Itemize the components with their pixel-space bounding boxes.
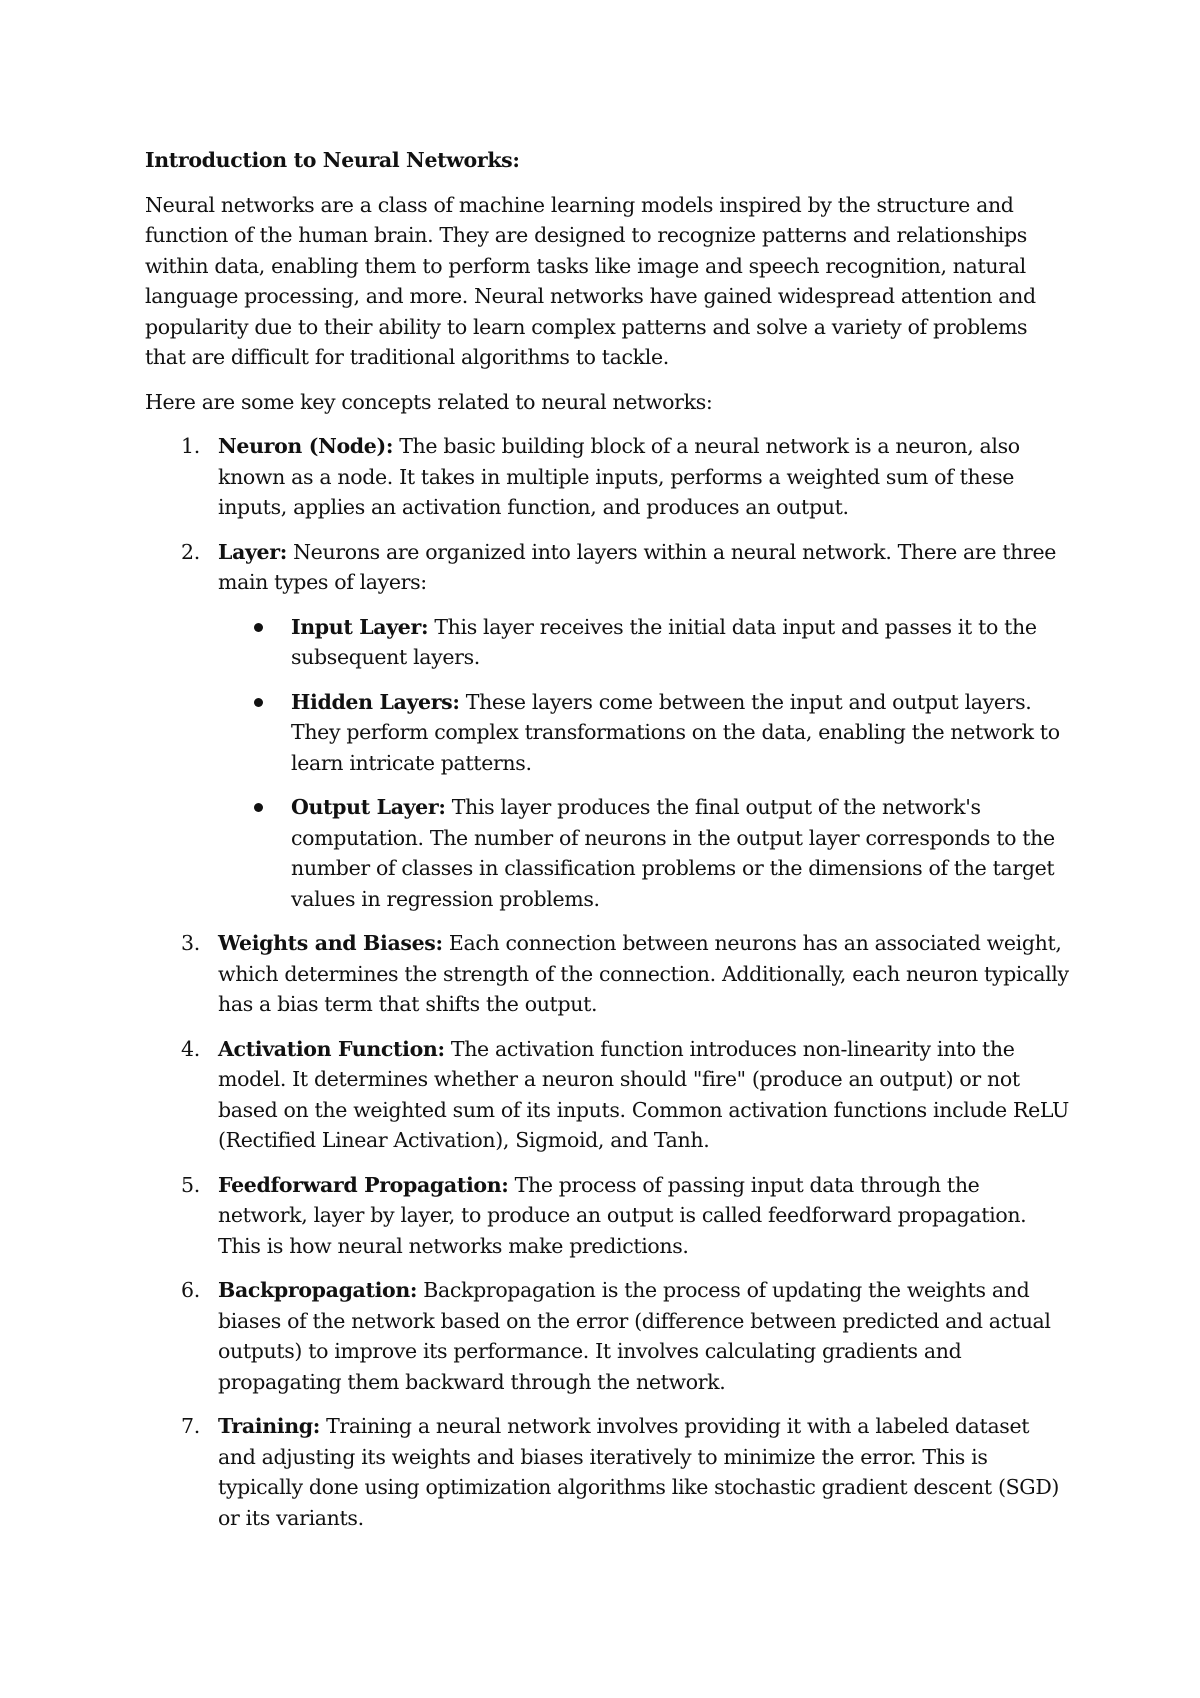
list-item [145,928,1070,1020]
list-item [145,1275,1070,1397]
sub-list-item [218,792,1070,914]
concept-description: The activation function introduces non-linearity into the model. It determines whether a neuron should "fire" (produce an output) or not based on the weighted sum of its inputs. Common activation functions include ReLU (Rectified Linear Activation), Sigmoid, and Tanh. [218,1036,1069,1152]
concept-term: Feedforward Propagation: [218,1172,509,1197]
concept-term: Weights and Biases: [218,931,443,955]
concept-description: Each connection between neurons has an associated weight, which determines the strength of the connection. Additionally, each neuron typically has a bias term that shifts the output. [218,931,1069,1016]
concept-term: Layer: [218,539,287,564]
concept-description: The basic building block of a neural network is a neuron, also known as a node. It takes in multiple inputs, performs a weighted sum of these inputs, applies an activation function, and produces an output. [218,434,1020,519]
document-body [145,145,1070,1547]
layer-term: Input Layer: [291,614,429,639]
layer-description: This layer receives the initial data input and passes it to the subsequent layers. [291,614,1037,669]
list-item [145,431,1070,523]
list-item [145,1170,1070,1262]
list-item [145,1411,1070,1533]
layer-term: Output Layer: [291,795,446,819]
intro-paragraph: Neural networks are a class of machine learning models inspired by the structure and function of the human brain. They are designed to recognize patterns and relationships within data, enabling them to perform tasks like image and speech recognition, natural language processing, and more. Neural networks have gained widespread attention and popularity due to their ability to learn complex patterns and solve a variety of problems that are difficult for traditional algorithms to tackle. [145,192,1036,369]
concept-description: Training a neural network involves providing it with a labeled dataset and adjusting its weights and biases iteratively to minimize the error. This is typically done using optimization algorithms like stochastic gradient descent (SGD) or its variants. [218,1414,1060,1530]
concept-description: Backpropagation is the process of updating the weights and biases of the network based on the error (difference between predicted and actual outputs) to improve its performance. It involves calculating gradients and propagating them backward through the network. [218,1278,1051,1394]
concept-description: The process of passing input data through the network, layer by layer, to produce an output is called feedforward propagation. This is how neural networks make predictions. [218,1172,1027,1258]
layer-term: Hidden Layers: [291,689,460,714]
list-number: 2. [181,539,200,564]
sub-list-item [218,687,1070,779]
document-title: Introduction to Neural Networks: [145,148,520,172]
list-number: 4. [181,1036,200,1061]
list-item [145,1034,1070,1156]
concept-description: Neurons are organized into layers within a neural network. There are three main types of layers: [218,539,1057,594]
concept-term: Backpropagation: [218,1278,418,1302]
bullet-icon [254,803,263,812]
sub-list-item [218,612,1070,673]
concept-term: Training: [218,1414,320,1438]
lead-in-text: Here are some key concepts related to neural networks: [145,389,713,414]
layer-description: These layers come between the input and output layers. They perform complex transformations on the data, enabling the network to learn intricate patterns. [291,689,1060,775]
concepts-list [145,431,1070,1533]
list-number: 6. [181,1278,200,1302]
list-number: 3. [181,931,200,955]
concept-term: Activation Function: [218,1036,445,1061]
list-number: 1. [181,434,200,458]
list-number: 7. [181,1414,200,1438]
layer-types-list [218,612,1070,915]
bullet-icon [254,698,263,707]
bullet-icon [254,623,263,632]
concept-term: Neuron (Node): [218,434,394,458]
layer-description: This layer produces the final output of the network's computation. The number of neurons in the output layer corresponds to the number of classes in classification problems or the dimensions of the target values in regression problems. [291,795,1055,911]
list-number: 5. [181,1172,200,1197]
list-item [145,537,1070,915]
